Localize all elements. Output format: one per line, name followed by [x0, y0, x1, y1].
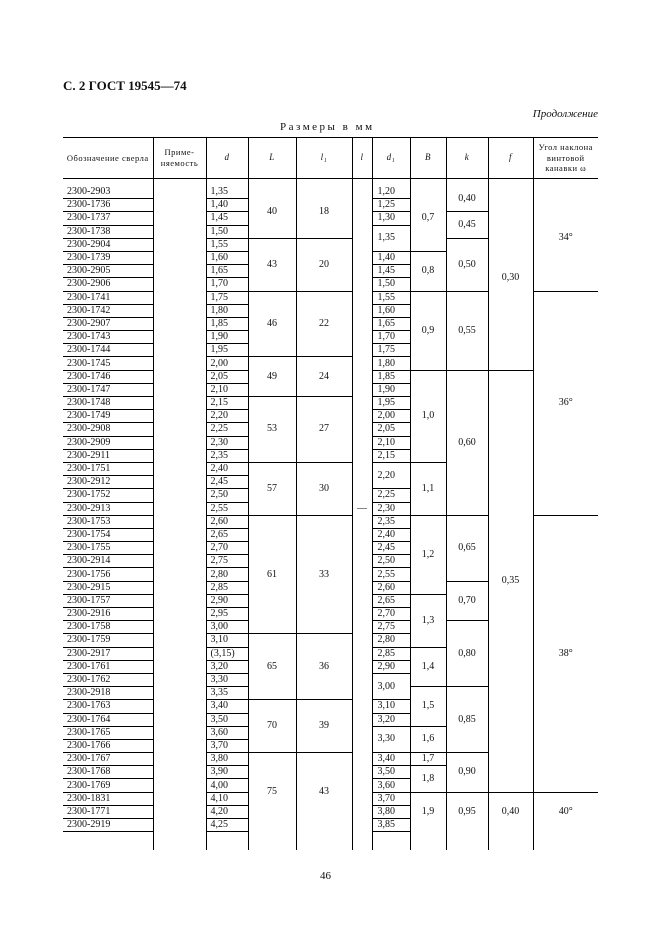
f-cell: 0,35 — [488, 370, 533, 792]
k-cell: 0,80 — [446, 621, 488, 687]
L-cell: 53 — [248, 397, 296, 463]
drill-code: 2300-1747 — [63, 383, 153, 396]
applicability-cell — [153, 753, 206, 766]
drill-code: 2300-2912 — [63, 476, 153, 489]
d-cell: 4,20 — [206, 805, 248, 818]
B-cell: 0,7 — [410, 186, 446, 251]
d-cell: 1,40 — [206, 199, 248, 212]
drill-code: 2300-2917 — [63, 647, 153, 660]
d1-cell: 1,60 — [372, 304, 410, 317]
applicability-cell — [153, 186, 206, 199]
d-cell: 3,50 — [206, 713, 248, 726]
applicability-cell — [153, 608, 206, 621]
applicability-cell — [153, 344, 206, 357]
applicability-cell — [153, 568, 206, 581]
applicability-cell — [153, 515, 206, 528]
d-cell: 4,10 — [206, 792, 248, 805]
d-cell: 3,60 — [206, 726, 248, 739]
B-cell: 1,0 — [410, 370, 446, 462]
applicability-cell — [153, 528, 206, 541]
d-cell: 2,55 — [206, 502, 248, 515]
col-d: d — [206, 138, 248, 179]
drill-code: 2300-1755 — [63, 542, 153, 555]
B-cell: 1,7 — [410, 753, 446, 766]
d1-cell: 1,95 — [372, 397, 410, 410]
applicability-cell — [153, 542, 206, 555]
drill-code: 2300-1742 — [63, 304, 153, 317]
d1-cell: 2,60 — [372, 581, 410, 594]
d1-cell: 2,00 — [372, 410, 410, 423]
drill-code: 2300-2915 — [63, 581, 153, 594]
applicability-cell — [153, 383, 206, 396]
d-cell: 1,95 — [206, 344, 248, 357]
d-cell: 3,10 — [206, 634, 248, 647]
B-cell: 1,8 — [410, 766, 446, 792]
table-body — [63, 179, 598, 851]
pad-cell — [533, 832, 598, 851]
d-cell: 2,35 — [206, 449, 248, 462]
d1-cell: 3,70 — [372, 792, 410, 805]
l1-cell: 33 — [296, 515, 352, 634]
f-cell: 0,40 — [488, 792, 533, 832]
dimensions-table-wrapper — [63, 137, 598, 850]
drill-code: 2300-1763 — [63, 700, 153, 713]
applicability-cell — [153, 739, 206, 752]
d-cell: (3,15) — [206, 647, 248, 660]
applicability-cell — [153, 397, 206, 410]
drill-code: 2300-1743 — [63, 331, 153, 344]
B-cell: 1,5 — [410, 687, 446, 727]
k-cell: 0,95 — [446, 792, 488, 832]
B-cell: 1,9 — [410, 792, 446, 832]
table-row — [63, 186, 598, 199]
d1-cell: 2,05 — [372, 423, 410, 436]
drill-code: 2300-1831 — [63, 792, 153, 805]
pad-cell — [153, 832, 206, 851]
L-cell: 40 — [248, 186, 296, 238]
B-cell: 0,9 — [410, 291, 446, 370]
B-cell: 1,2 — [410, 515, 446, 594]
d1-cell: 1,80 — [372, 357, 410, 370]
d1-cell: 2,10 — [372, 436, 410, 449]
drill-code: 2300-2909 — [63, 436, 153, 449]
d1-cell: 2,80 — [372, 634, 410, 647]
drill-code: 2300-2919 — [63, 819, 153, 832]
drill-code: 2300-1767 — [63, 753, 153, 766]
col-l1: l₁ — [296, 138, 352, 179]
d1-cell: 2,50 — [372, 555, 410, 568]
drill-code: 2300-1751 — [63, 462, 153, 475]
l1-cell: 39 — [296, 700, 352, 753]
d-cell: 2,25 — [206, 423, 248, 436]
applicability-cell — [153, 265, 206, 278]
d1-cell: 2,55 — [372, 568, 410, 581]
col-L: L — [248, 138, 296, 179]
drill-code: 2300-2916 — [63, 608, 153, 621]
d-cell: 2,20 — [206, 410, 248, 423]
d-cell: 3,40 — [206, 700, 248, 713]
l1-cell: 30 — [296, 462, 352, 515]
pad-cell — [248, 832, 296, 851]
d1-cell: 1,35 — [372, 225, 410, 251]
d-cell: 3,00 — [206, 621, 248, 634]
applicability-cell — [153, 634, 206, 647]
d-cell: 3,90 — [206, 766, 248, 779]
d1-cell: 2,85 — [372, 647, 410, 660]
applicability-cell — [153, 238, 206, 251]
table-pad-row — [63, 832, 598, 851]
drill-code: 2300-1758 — [63, 621, 153, 634]
applicability-cell — [153, 489, 206, 502]
l1-cell: 36 — [296, 634, 352, 700]
k-cell: 0,85 — [446, 687, 488, 753]
applicability-cell — [153, 304, 206, 317]
applicability-cell — [153, 291, 206, 304]
d1-cell: 1,65 — [372, 317, 410, 330]
L-cell: 49 — [248, 357, 296, 397]
applicability-cell — [153, 805, 206, 818]
applicability-cell — [153, 462, 206, 475]
drill-code: 2300-1759 — [63, 634, 153, 647]
drill-code: 2300-1757 — [63, 594, 153, 607]
applicability-cell — [153, 673, 206, 686]
applicability-cell — [153, 317, 206, 330]
drill-code: 2300-2905 — [63, 265, 153, 278]
d1-cell: 3,50 — [372, 766, 410, 779]
d1-cell: 1,30 — [372, 212, 410, 225]
col-l: l — [352, 138, 372, 179]
applicability-cell — [153, 660, 206, 673]
omega-cell: 34° — [533, 186, 598, 291]
drill-code: 2300-1749 — [63, 410, 153, 423]
L-cell: 70 — [248, 700, 296, 753]
d1-cell: 2,35 — [372, 515, 410, 528]
L-cell: 57 — [248, 462, 296, 515]
col-designation: Обозначение сверла — [63, 138, 153, 179]
drill-code: 2300-2904 — [63, 238, 153, 251]
drill-code: 2300-1748 — [63, 397, 153, 410]
d-cell: 2,15 — [206, 397, 248, 410]
d-cell: 2,05 — [206, 370, 248, 383]
applicability-cell — [153, 792, 206, 805]
d-cell: 3,70 — [206, 739, 248, 752]
applicability-cell — [153, 449, 206, 462]
page-number: 46 — [320, 870, 331, 882]
d-cell: 1,55 — [206, 238, 248, 251]
d1-cell: 3,10 — [372, 700, 410, 713]
drill-code: 2300-1754 — [63, 528, 153, 541]
d1-cell: 2,30 — [372, 502, 410, 515]
pad-cell — [372, 832, 410, 851]
dimensions-table — [63, 137, 598, 850]
L-cell: 61 — [248, 515, 296, 634]
applicability-cell — [153, 225, 206, 238]
d-cell: 1,45 — [206, 212, 248, 225]
applicability-cell — [153, 766, 206, 779]
col-applicability: Приме-няемость — [153, 138, 206, 179]
d-cell: 1,85 — [206, 317, 248, 330]
d-cell: 2,45 — [206, 476, 248, 489]
d1-cell: 3,80 — [372, 805, 410, 818]
d-cell: 1,50 — [206, 225, 248, 238]
d-cell: 1,75 — [206, 291, 248, 304]
d1-cell: 2,40 — [372, 528, 410, 541]
k-cell: 0,50 — [446, 238, 488, 291]
drill-code: 2300-2903 — [63, 186, 153, 199]
l-cell: — — [352, 186, 372, 832]
applicability-cell — [153, 779, 206, 792]
applicability-cell — [153, 278, 206, 291]
d-cell: 3,30 — [206, 673, 248, 686]
d1-cell: 2,70 — [372, 608, 410, 621]
drill-code: 2300-2908 — [63, 423, 153, 436]
d-cell: 1,65 — [206, 265, 248, 278]
drill-code: 2300-1739 — [63, 251, 153, 264]
d1-cell: 3,00 — [372, 673, 410, 699]
d-cell: 1,60 — [206, 251, 248, 264]
d1-cell: 1,75 — [372, 344, 410, 357]
B-cell: 1,1 — [410, 462, 446, 515]
drill-code: 2300-2914 — [63, 555, 153, 568]
omega-cell: 38° — [533, 515, 598, 792]
drill-code: 2300-2911 — [63, 449, 153, 462]
d1-cell: 3,60 — [372, 779, 410, 792]
col-f: f — [488, 138, 533, 179]
applicability-cell — [153, 212, 206, 225]
d1-cell: 3,20 — [372, 713, 410, 726]
drill-code: 2300-1771 — [63, 805, 153, 818]
d1-cell: 1,50 — [372, 278, 410, 291]
drill-code: 2300-1744 — [63, 344, 153, 357]
d-cell: 2,00 — [206, 357, 248, 370]
applicability-cell — [153, 476, 206, 489]
dimensions-label: Размеры в мм — [280, 121, 375, 133]
drill-code: 2300-1737 — [63, 212, 153, 225]
applicability-cell — [153, 555, 206, 568]
applicability-cell — [153, 713, 206, 726]
B-cell: 1,4 — [410, 647, 446, 687]
d1-cell: 2,90 — [372, 660, 410, 673]
applicability-cell — [153, 594, 206, 607]
d-cell: 2,60 — [206, 515, 248, 528]
d-cell: 2,30 — [206, 436, 248, 449]
d1-cell: 1,45 — [372, 265, 410, 278]
d-cell: 2,65 — [206, 528, 248, 541]
k-cell: 0,65 — [446, 515, 488, 581]
d1-cell: 2,65 — [372, 594, 410, 607]
B-cell: 1,3 — [410, 594, 446, 647]
table-gap-row — [63, 179, 598, 187]
d-cell: 2,50 — [206, 489, 248, 502]
applicability-cell — [153, 436, 206, 449]
pad-cell — [488, 832, 533, 851]
d-cell: 2,10 — [206, 383, 248, 396]
applicability-cell — [153, 199, 206, 212]
omega-cell: 36° — [533, 291, 598, 515]
B-cell: 0,8 — [410, 251, 446, 291]
d-cell: 3,20 — [206, 660, 248, 673]
applicability-cell — [153, 331, 206, 344]
applicability-cell — [153, 423, 206, 436]
d-cell: 1,90 — [206, 331, 248, 344]
d1-cell: 2,20 — [372, 462, 410, 488]
L-cell: 75 — [248, 753, 296, 832]
d1-cell: 1,70 — [372, 331, 410, 344]
drill-code: 2300-1761 — [63, 660, 153, 673]
d1-cell: 2,75 — [372, 621, 410, 634]
pad-cell — [63, 832, 153, 851]
d-cell: 4,00 — [206, 779, 248, 792]
drill-code: 2300-2913 — [63, 502, 153, 515]
d-cell: 2,70 — [206, 542, 248, 555]
continuation-label: Продолжение — [532, 108, 598, 120]
drill-code: 2300-2907 — [63, 317, 153, 330]
drill-code: 2300-1766 — [63, 739, 153, 752]
pad-cell — [352, 832, 372, 851]
omega-cell: 40° — [533, 792, 598, 832]
d-cell: 2,85 — [206, 581, 248, 594]
applicability-cell — [153, 700, 206, 713]
l1-cell: 18 — [296, 186, 352, 238]
l1-cell: 24 — [296, 357, 352, 397]
L-cell: 65 — [248, 634, 296, 700]
L-cell: 43 — [248, 238, 296, 291]
l1-cell: 22 — [296, 291, 352, 357]
d1-cell: 2,15 — [372, 449, 410, 462]
col-omega: Угол наклона винтовой канавки ω — [533, 138, 598, 179]
d1-cell: 3,85 — [372, 819, 410, 832]
drill-code: 2300-1765 — [63, 726, 153, 739]
d1-cell: 3,40 — [372, 753, 410, 766]
col-B: B — [410, 138, 446, 179]
l1-cell: 43 — [296, 753, 352, 832]
drill-code: 2300-1752 — [63, 489, 153, 502]
d-cell: 2,75 — [206, 555, 248, 568]
applicability-cell — [153, 726, 206, 739]
applicability-cell — [153, 251, 206, 264]
drill-code: 2300-1738 — [63, 225, 153, 238]
d-cell: 1,80 — [206, 304, 248, 317]
drill-code: 2300-2918 — [63, 687, 153, 700]
drill-code: 2300-1753 — [63, 515, 153, 528]
applicability-cell — [153, 502, 206, 515]
L-cell: 46 — [248, 291, 296, 357]
B-cell: 1,6 — [410, 726, 446, 752]
d-cell: 2,90 — [206, 594, 248, 607]
applicability-cell — [153, 357, 206, 370]
applicability-cell — [153, 621, 206, 634]
drill-code: 2300-1741 — [63, 291, 153, 304]
d1-cell: 1,90 — [372, 383, 410, 396]
d-cell: 2,40 — [206, 462, 248, 475]
page-header: С. 2 ГОСТ 19545—74 — [63, 78, 187, 93]
drill-code: 2300-1746 — [63, 370, 153, 383]
pad-cell — [410, 832, 446, 851]
applicability-cell — [153, 581, 206, 594]
drill-code: 2300-1736 — [63, 199, 153, 212]
d-cell: 2,95 — [206, 608, 248, 621]
d-cell: 1,70 — [206, 278, 248, 291]
d-cell: 2,80 — [206, 568, 248, 581]
k-cell: 0,60 — [446, 370, 488, 515]
pad-cell — [206, 832, 248, 851]
k-cell: 0,90 — [446, 753, 488, 793]
l1-cell: 27 — [296, 397, 352, 463]
drill-code: 2300-1768 — [63, 766, 153, 779]
d1-cell: 3,30 — [372, 726, 410, 752]
col-d1: d₁ — [372, 138, 410, 179]
drill-code: 2300-2906 — [63, 278, 153, 291]
applicability-cell — [153, 647, 206, 660]
k-cell: 0,40 — [446, 186, 488, 212]
applicability-cell — [153, 370, 206, 383]
col-k: k — [446, 138, 488, 179]
d-cell: 1,35 — [206, 186, 248, 199]
k-cell: 0,70 — [446, 581, 488, 621]
d1-cell: 1,85 — [372, 370, 410, 383]
drill-code: 2300-1745 — [63, 357, 153, 370]
d1-cell: 1,55 — [372, 291, 410, 304]
drill-code: 2300-1764 — [63, 713, 153, 726]
d1-cell: 1,20 — [372, 186, 410, 199]
applicability-cell — [153, 687, 206, 700]
d-cell: 4,25 — [206, 819, 248, 832]
d1-cell: 2,45 — [372, 542, 410, 555]
l1-cell: 20 — [296, 238, 352, 291]
drill-code: 2300-1769 — [63, 779, 153, 792]
applicability-cell — [153, 410, 206, 423]
drill-code: 2300-1756 — [63, 568, 153, 581]
pad-cell — [446, 832, 488, 851]
d-cell: 3,35 — [206, 687, 248, 700]
d1-cell: 1,25 — [372, 199, 410, 212]
k-cell: 0,55 — [446, 291, 488, 370]
pad-cell — [296, 832, 352, 851]
d-cell: 3,80 — [206, 753, 248, 766]
k-cell: 0,45 — [446, 212, 488, 238]
d1-cell: 1,40 — [372, 251, 410, 264]
applicability-cell — [153, 819, 206, 832]
drill-code: 2300-1762 — [63, 673, 153, 686]
f-cell: 0,30 — [488, 186, 533, 370]
d1-cell: 2,25 — [372, 489, 410, 502]
table-header-row — [63, 138, 598, 179]
